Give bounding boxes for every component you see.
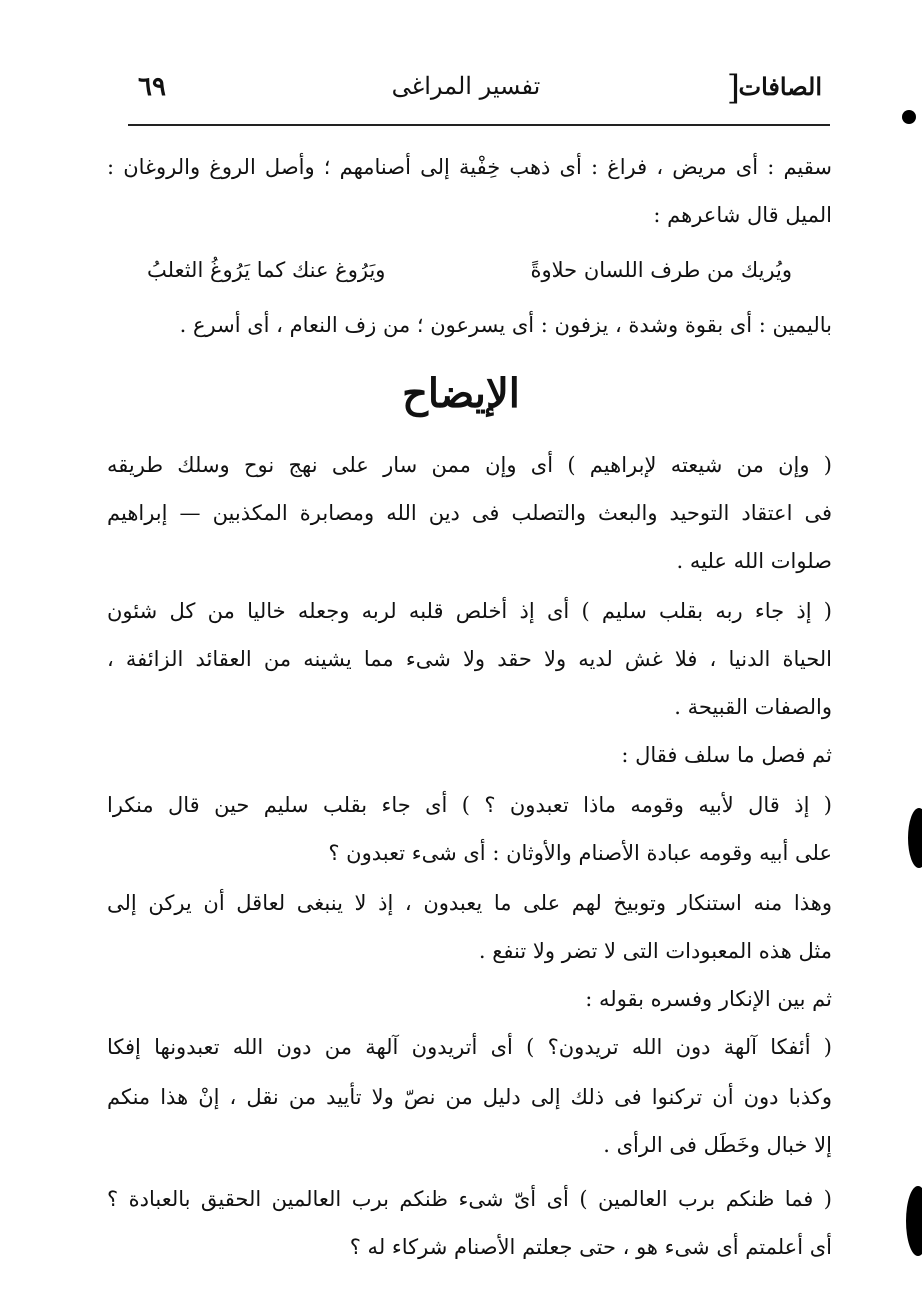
text-line: باليمين : أى بقوة وشدة ، يزفون : أى يسرعون ؛ من زف النعام ، أى أسرع .	[179, 313, 832, 337]
text-line: مثل هذه المعبودات التى لا تضر ولا تنفع .	[478, 939, 832, 963]
text-line: وكذبا دون أن تركنوا فى ذلك إلى دليل من نصّ ولا تأييد من نقل ، إنْ هذا منكم	[107, 1085, 832, 1109]
text-line: الحياة الدنيا ، فلا غش لديه ولا حقد ولا شىء مما يشينه من العقائد الزائفة ،	[107, 647, 832, 671]
text-line: فى اعتقاد التوحيد والبعث والتصلب فى دين الله ومصابرة المكذبين — إبراهيم	[107, 501, 832, 525]
poem-hemistich-second: ويَرُوغ عنك كما يَرُوغُ الثعلبُ	[147, 258, 386, 282]
poem-verse	[107, 258, 832, 288]
text-line: أى أعلمتم أى شىء هو ، حتى جعلتم الأصنام شركاء له ؟	[349, 1235, 832, 1259]
page-header	[110, 68, 822, 120]
scan-edge-mark	[902, 110, 916, 124]
header-rule	[128, 124, 830, 126]
text-line: والصفات القبيحة .	[674, 695, 832, 719]
page-number: ٦٩	[138, 72, 166, 102]
surah-name: الصافات	[738, 72, 822, 101]
text-line: ( فما ظنكم برب العالمين ) أى أىّ شىء ظنكم برب العالمين الحقيق بالعبادة ؟	[107, 1187, 832, 1211]
text-line: صلوات الله عليه .	[676, 549, 832, 573]
text-line: ثم فصل ما سلف فقال :	[621, 743, 832, 767]
poem-hemistich-first: ويُريك من طرف اللسان حلاوةً	[530, 258, 792, 282]
text-line: ( وإن من شيعته لإبراهيم ) أى وإن ممن سار على نهج نوح وسلك طريقه	[107, 453, 832, 477]
book-title: تفسير المراغى	[391, 72, 541, 100]
text-line: وهذا منه استنكار وتوبيخ لهم على ما يعبدون ، إذ لا ينبغى لعاقل أن يركن إلى	[107, 891, 832, 915]
scan-edge-blot	[908, 808, 922, 868]
text-line: على أبيه وقومه عبادة الأصنام والأوثان : أى شىء تعبدون ؟	[328, 841, 832, 865]
text-line: إلا خبال وخَطَل فى الرأى .	[603, 1133, 832, 1157]
scan-edge-blot	[906, 1186, 922, 1256]
text-line: ثم بين الإنكار وفسره بقوله :	[585, 987, 832, 1011]
text-line: سقيم : أى مريض ، فراغ : أى ذهب خِفْية إلى أصنامهم ؛ وأصل الروغ والروغان :	[107, 155, 832, 179]
text-line: الميل قال شاعرهم :	[653, 203, 832, 227]
text-line: ( إذ قال لأبيه وقومه ماذا تعبدون ؟ ) أى جاء بقلب سليم حين قال منكرا	[107, 793, 832, 817]
header-bracket: ]	[726, 68, 740, 108]
text-line: ( إذ جاء ربه بقلب سليم ) أى إذ أخلص قلبه لربه وجعله خاليا من كل شئون	[107, 599, 832, 623]
section-heading: الإيضاح	[402, 370, 520, 417]
text-line: ( أئفكا آلهة دون الله تريدون؟ ) أى أتريدون آلهة من دون الله تعبدونها إفكا	[107, 1035, 832, 1059]
